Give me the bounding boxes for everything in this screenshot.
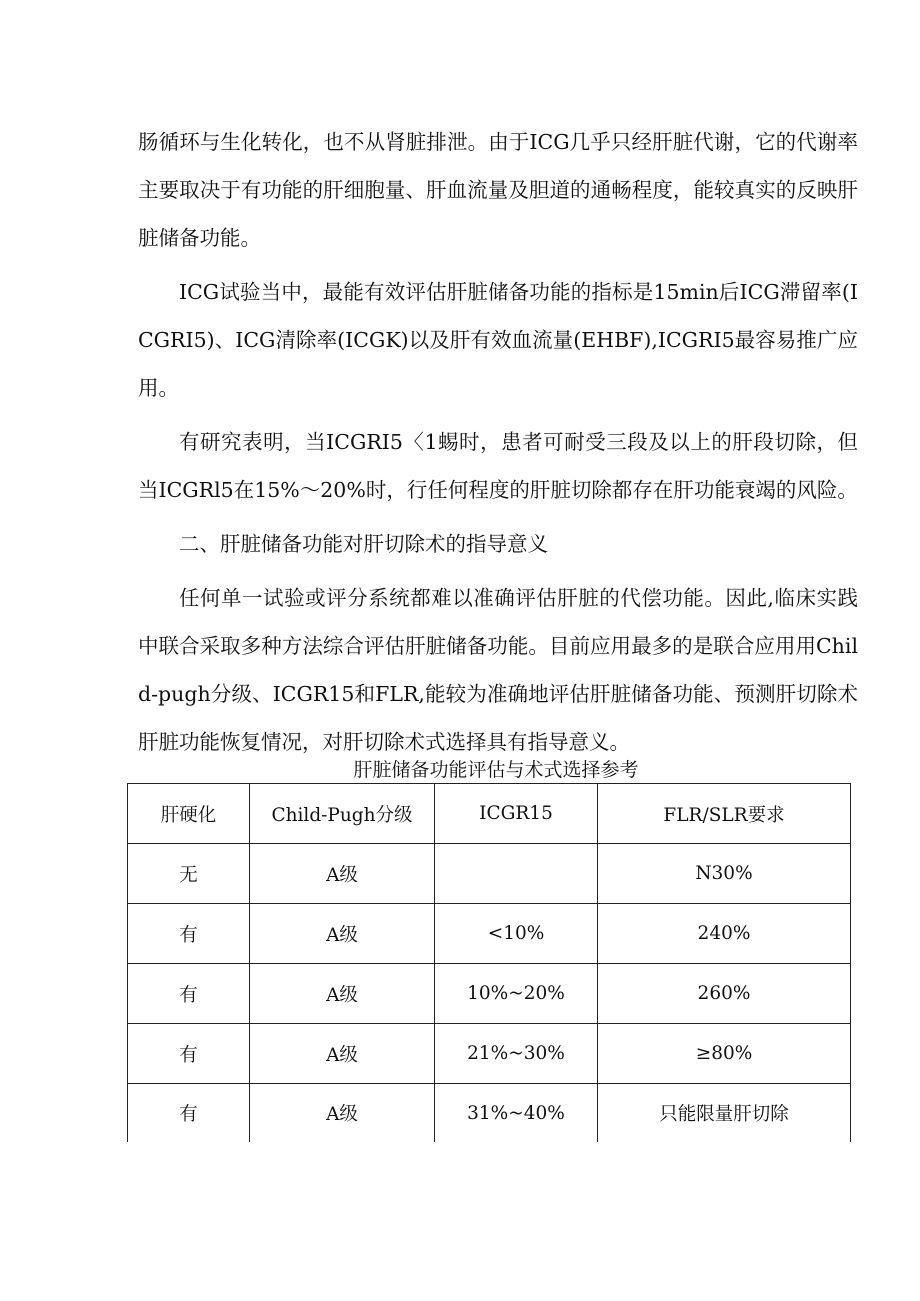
- table-cell: A级: [250, 1024, 435, 1084]
- section-heading: 二、肝脏储备功能对肝切除术的指导意义: [179, 532, 548, 556]
- header-flr-slr: FLR/SLR要求: [598, 784, 851, 844]
- table-header-row: [128, 784, 851, 844]
- body-text: [138, 118, 858, 772]
- paragraph-research-findings: 有研究表明，当ICGRI5〈1蜴时，患者可耐受三段及以上的肝段切除，但当ICGRl5在15%～20%时，行任何程度的肝脏切除都存在肝功能衰竭的风险。: [138, 430, 858, 502]
- table-cell: A级: [250, 844, 435, 904]
- table-cell: A级: [250, 904, 435, 964]
- header-icgr15: ICGR15: [435, 784, 598, 844]
- table-cell: N30%: [598, 844, 851, 904]
- paragraph-icg-indicators: ICG试验当中，最能有效评估肝脏储备功能的指标是15min后ICG滞留率(ICGRI5)、ICG清除率(ICGK)以及肝有效血流量(EHBF),ICGRI5最容易推广应用。: [138, 280, 858, 400]
- table-cell: 21%~30%: [435, 1024, 598, 1084]
- table-cell: 有: [128, 904, 250, 964]
- table-cell: 260%: [598, 964, 851, 1024]
- table-caption: 肝脏储备功能评估与术式选择参考: [353, 759, 639, 781]
- table-cell: 10%~20%: [435, 964, 598, 1024]
- table-row: [128, 904, 851, 964]
- header-child-pugh: Child-Pugh分级: [250, 784, 435, 844]
- table-cell: 有: [128, 1084, 250, 1143]
- table-cell: 有: [128, 1024, 250, 1084]
- paragraph-combined-assessment: 任何单一试验或评分系统都难以准确评估肝脏的代偿功能。因此,临床实践中联合采取多种方法综合评估肝脏储备功能。目前应用最多的是联合应用用Child-pugh分级、ICGR15和FLR,能较为准确地评估肝脏储备功能、预测肝切除术肝脏功能恢复情况，对肝切除术式选择具有指导意义。: [138, 586, 858, 754]
- header-cirrhosis: 肝硬化: [128, 784, 250, 844]
- table-cell: 只能限量肝切除: [598, 1084, 851, 1143]
- table-cell: A级: [250, 964, 435, 1024]
- table-row: [128, 1084, 851, 1143]
- table-cell: 有: [128, 964, 250, 1024]
- table-cell: <10%: [435, 904, 598, 964]
- table-cell: 240%: [598, 904, 851, 964]
- table-cell: ≥80%: [598, 1024, 851, 1084]
- reference-table: [127, 783, 851, 1142]
- table-row: [128, 964, 851, 1024]
- table-cell: A级: [250, 1084, 435, 1143]
- table-cell: 无: [128, 844, 250, 904]
- table-cell: 31%~40%: [435, 1084, 598, 1143]
- table-cell: [435, 844, 598, 904]
- table-row: [128, 1024, 851, 1084]
- paragraph-icg-metabolism: 肠循环与生化转化，也不从肾脏排泄。由于ICG几乎只经肝脏代谢，它的代谢率主要取决于有功能的肝细胞量、肝血流量及胆道的通畅程度，能较真实的反映肝脏储备功能。: [138, 130, 858, 250]
- table-row: [128, 844, 851, 904]
